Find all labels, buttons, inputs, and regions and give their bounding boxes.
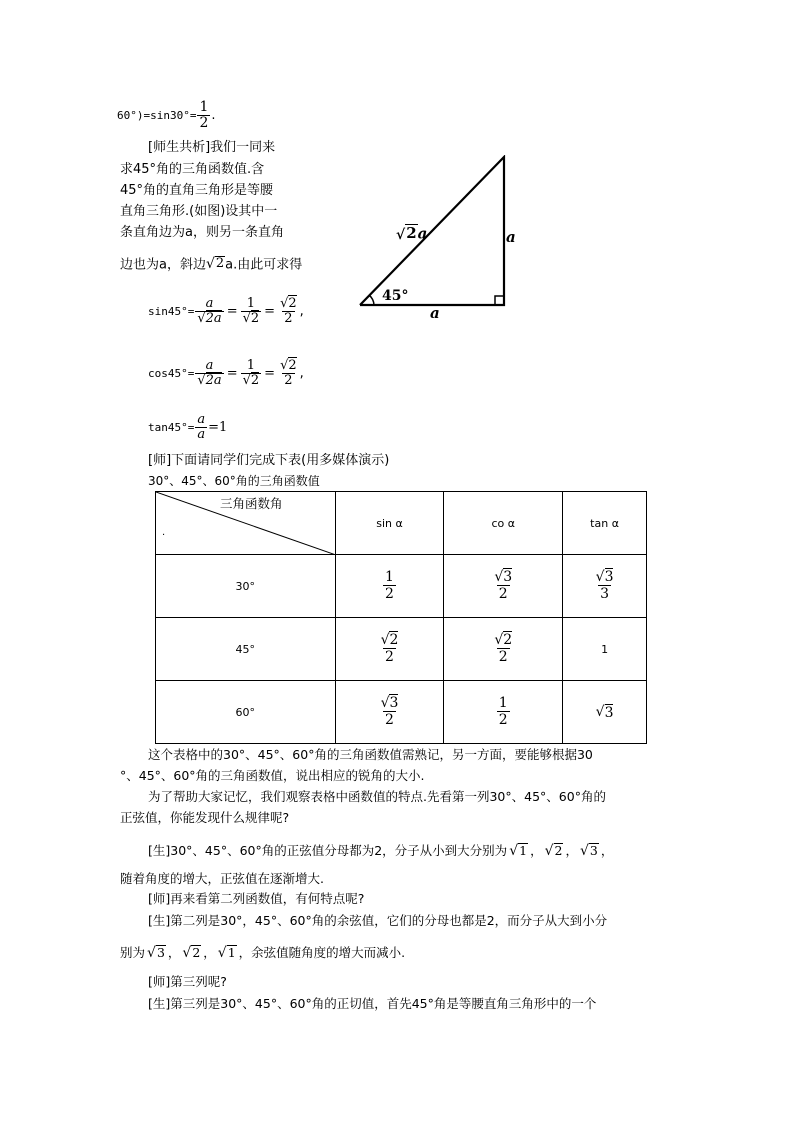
top-formula-fraction: $\frac{1}{2}$ [199, 99, 209, 131]
separator-4: ， [167, 945, 181, 961]
top-formula-prefix: 60°)=sin30°= [117, 109, 197, 123]
triangle-hypotenuse-label: √ 2 a [396, 224, 428, 243]
separator-1: ， [530, 843, 543, 859]
cos45-fraction-3: $\frac{√2}{2}$ [280, 358, 297, 388]
trig-values-table [155, 491, 647, 744]
paragraph-1-line-2: °、45°、60°角的三角函数值，说出相应的锐角的大小. [120, 768, 425, 783]
hypotenuse-line [120, 256, 302, 271]
triangle-outline [360, 157, 504, 305]
tan45-label: tan45°= [148, 420, 195, 434]
table-row [156, 681, 647, 744]
header-cos: co α [444, 492, 563, 555]
sqrt-3: √ 3 [579, 842, 598, 859]
intro-line-5: 条直角边为a，则另一条直角 [120, 225, 284, 240]
paragraph-7: [生]第三列是30°、45°、60°角的正切值，首先45°角是等腰直角三角形中的一个 [148, 996, 597, 1011]
tan45-result: =1 [208, 419, 228, 435]
angle-cell: 45° [156, 618, 336, 681]
hypotenuse-line-suffix: a.由此可求得 [225, 257, 303, 273]
tan60-cell: √ 3 [563, 681, 647, 744]
cos60-cell: $\frac{1}{2}$ [444, 681, 563, 744]
tan30-cell: $\frac{√3}{3}$ [563, 555, 647, 618]
header-sin: sin α [335, 492, 444, 555]
paragraph-6: [师]第三列呢? [148, 974, 227, 989]
sin45-fraction-1: $\frac{a}{√2a}$ [197, 296, 222, 326]
cos30-cell: $\frac{√3}{2}$ [444, 555, 563, 618]
cos45-cell: $\frac{√2}{2}$ [444, 618, 563, 681]
tan45-fraction: $\frac{a}{a}$ [197, 412, 206, 442]
corner-bottom-label: . [162, 527, 166, 538]
intro-line-1: [师生共析]我们一同来 [148, 140, 276, 155]
table-row [156, 555, 647, 618]
corner-top-label: 三角函数角 [220, 496, 283, 511]
top-formula-line [117, 100, 216, 131]
teacher-instruction: [师]下面请同学们完成下表(用多媒体演示) [148, 453, 390, 468]
table-title: 30°、45°、60°角的三角函数值 [148, 474, 320, 488]
cos45-fraction-2: $\frac{1}{√2}$ [242, 358, 260, 388]
sqrt-1: √ 1 [509, 842, 528, 859]
paragraph-1-line-1: 这个表格中的30°、45°、60°角的三角函数值需熟记，另一方面，要能够根据30 [148, 747, 593, 762]
sqrt-3b: √ 3 [147, 944, 165, 961]
header-tan: tan α [563, 492, 647, 555]
separator-2: ， [565, 843, 578, 859]
triangle-angle-label: 45° [382, 288, 409, 304]
paragraph-5-line-1: [生]第二列是30°，45°、60°角的余弦值，它们的分母也都是2，而分子从大到小分 [148, 913, 608, 928]
separator-5: ， [203, 945, 216, 961]
cos45-label: cos45°= [148, 366, 195, 380]
sqrt-2b: √ 2 [182, 944, 201, 961]
paragraph-4: [师]再来看第二列函数值，有何特点呢? [148, 891, 365, 906]
triangle-side-label: a [506, 228, 516, 246]
separator-3: ， [600, 843, 614, 859]
sin45-formula: sin45°= $\frac{a}{√2a}$ = $\frac{1}{√2}$ = $\frac{√2}{2}$ , [148, 296, 304, 326]
cos45-formula: cos45°= $\frac{a}{√2a}$ = $\frac{1}{√2}$ = $\frac{√2}{2}$ , [148, 358, 304, 388]
sin60-cell: $\frac{√3}{2}$ [335, 681, 444, 744]
intro-line-3: 45°角的直角三角形是等腰 [120, 183, 274, 198]
tan45-cell: 1 [563, 618, 647, 681]
paragraph-3-line-1 [148, 843, 613, 858]
cos45-fraction-1: $\frac{a}{√2a}$ [197, 358, 222, 388]
angle-cell: 30° [156, 555, 336, 618]
angle-cell: 60° [156, 681, 336, 744]
triangle-base-label: a [430, 304, 440, 322]
sin45-cell: $\frac{√2}{2}$ [335, 618, 444, 681]
paragraph-5-prefix: 别为 [120, 945, 146, 961]
sin45-label: sin45°= [148, 304, 195, 318]
paragraph-3-line-2: 随着角度的增大，正弦值在逐渐增大. [120, 871, 324, 886]
paragraph-2-line-1: 为了帮助大家记忆，我们观察表格中函数值的特点.先看第一列30°、45°、60°角的 [148, 789, 606, 804]
table-row [156, 618, 647, 681]
sqrt-1b: √ 1 [217, 944, 236, 961]
sin45-comma: , [299, 303, 304, 319]
paragraph-2-line-2: 正弦值，你能发现什么规律呢? [120, 810, 290, 825]
right-triangle-figure [355, 155, 525, 320]
sin45-fraction-2: $\frac{1}{√2}$ [242, 296, 260, 326]
paragraph-5-line-2 [120, 945, 405, 960]
tan45-formula [148, 413, 227, 442]
paragraph-3-prefix: [生]30°、45°、60°角的正弦值分母都为2，分子从小到大分别为 [148, 843, 508, 859]
paragraph-5-suffix: ，余弦值随角度的增大而减小. [238, 945, 406, 961]
hypotenuse-sqrt: √ 2 [205, 256, 225, 273]
table-header-row [156, 492, 647, 555]
right-angle-mark [495, 296, 504, 305]
intro-line-4: 直角三角形.(如图)设其中一 [120, 204, 278, 219]
sin30-cell: $\frac{1}{2}$ [335, 555, 444, 618]
sin45-fraction-3: $\frac{√2}{2}$ [280, 296, 297, 326]
angle-arc [369, 295, 374, 305]
intro-line-2: 求45°角的三角函数值.含 [120, 162, 265, 177]
hypotenuse-line-prefix: 边也为a，斜边 [120, 257, 206, 273]
top-formula-suffix: . [211, 108, 216, 124]
table-corner-cell [156, 492, 336, 555]
sqrt-2: √ 2 [544, 842, 563, 859]
cos45-comma: , [299, 365, 304, 381]
